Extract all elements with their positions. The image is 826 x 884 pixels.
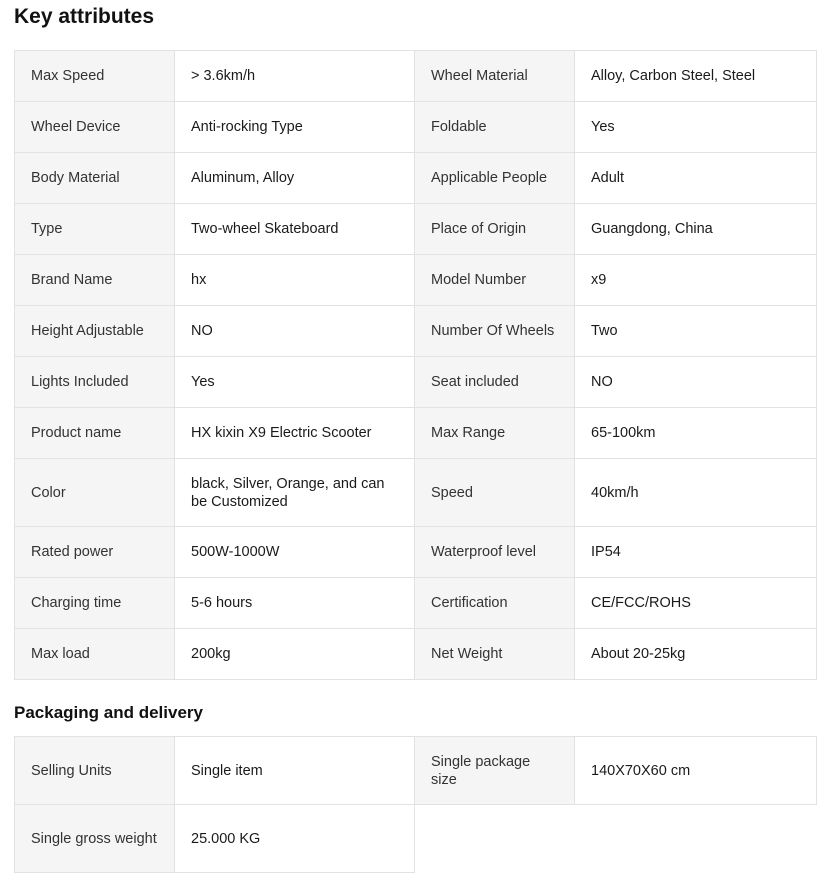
attribute-label: Certification <box>415 578 575 629</box>
empty-cell <box>415 805 817 873</box>
attribute-label: Foldable <box>415 102 575 153</box>
attribute-label: Applicable People <box>415 153 575 204</box>
key-attributes-title: Key attributes <box>14 5 155 28</box>
packaging-delivery-title: Packaging and delivery <box>14 703 203 722</box>
attribute-value: Aluminum, Alloy <box>175 153 415 204</box>
attribute-value: x9 <box>575 255 817 306</box>
table-row <box>15 255 817 306</box>
attribute-value: CE/FCC/ROHS <box>575 578 817 629</box>
attribute-value: Yes <box>175 357 415 408</box>
attribute-value: 5-6 hours <box>175 578 415 629</box>
packaging-delivery-table <box>14 736 817 873</box>
table-row <box>15 459 817 527</box>
attribute-label: Product name <box>15 408 175 459</box>
attribute-label: Wheel Material <box>415 51 575 102</box>
attribute-label: Place of Origin <box>415 204 575 255</box>
table-row <box>15 805 817 873</box>
table-row <box>15 357 817 408</box>
table-row <box>15 204 817 255</box>
attribute-label: Single gross weight <box>15 805 175 873</box>
table-row <box>15 578 817 629</box>
table-row <box>15 737 817 805</box>
attribute-value: NO <box>575 357 817 408</box>
attribute-label: Number Of Wheels <box>415 306 575 357</box>
attribute-value: Two <box>575 306 817 357</box>
attribute-label: Single package size <box>415 737 575 805</box>
attribute-value: 140X70X60 cm <box>575 737 817 805</box>
table-row <box>15 527 817 578</box>
attribute-value: IP54 <box>575 527 817 578</box>
attribute-value: Yes <box>575 102 817 153</box>
attribute-label: Max Range <box>415 408 575 459</box>
attribute-label: Brand Name <box>15 255 175 306</box>
attribute-label: Body Material <box>15 153 175 204</box>
attribute-value: hx <box>175 255 415 306</box>
attribute-value: Anti-rocking Type <box>175 102 415 153</box>
table-row <box>15 51 817 102</box>
key-attributes-table <box>14 50 817 680</box>
attribute-label: Charging time <box>15 578 175 629</box>
attribute-value: 40km/h <box>575 459 817 527</box>
table-row <box>15 629 817 680</box>
attribute-label: Color <box>15 459 175 527</box>
attribute-label: Net Weight <box>415 629 575 680</box>
table-row <box>15 153 817 204</box>
attribute-value: NO <box>175 306 415 357</box>
attribute-value: 200kg <box>175 629 415 680</box>
attribute-value: Two-wheel Skateboard <box>175 204 415 255</box>
attribute-value: black, Silver, Orange, and can be Customized <box>175 459 415 527</box>
attribute-label: Wheel Device <box>15 102 175 153</box>
attribute-value: Adult <box>575 153 817 204</box>
attribute-value: > 3.6km/h <box>175 51 415 102</box>
table-row <box>15 408 817 459</box>
attribute-value: Alloy, Carbon Steel, Steel <box>575 51 817 102</box>
attribute-label: Height Adjustable <box>15 306 175 357</box>
attribute-label: Seat included <box>415 357 575 408</box>
attribute-label: Max load <box>15 629 175 680</box>
attribute-label: Rated power <box>15 527 175 578</box>
attribute-value: 500W-1000W <box>175 527 415 578</box>
attribute-label: Model Number <box>415 255 575 306</box>
attribute-label: Waterproof level <box>415 527 575 578</box>
attribute-value: Guangdong, China <box>575 204 817 255</box>
attribute-value: Single item <box>175 737 415 805</box>
table-row <box>15 102 817 153</box>
attribute-value: 25.000 KG <box>175 805 415 873</box>
table-row <box>15 306 817 357</box>
attribute-value: 65-100km <box>575 408 817 459</box>
attribute-label: Speed <box>415 459 575 527</box>
attribute-label: Selling Units <box>15 737 175 805</box>
attribute-label: Max Speed <box>15 51 175 102</box>
attribute-value: HX kixin X9 Electric Scooter <box>175 408 415 459</box>
attribute-value: About 20-25kg <box>575 629 817 680</box>
attribute-label: Type <box>15 204 175 255</box>
attribute-label: Lights Included <box>15 357 175 408</box>
